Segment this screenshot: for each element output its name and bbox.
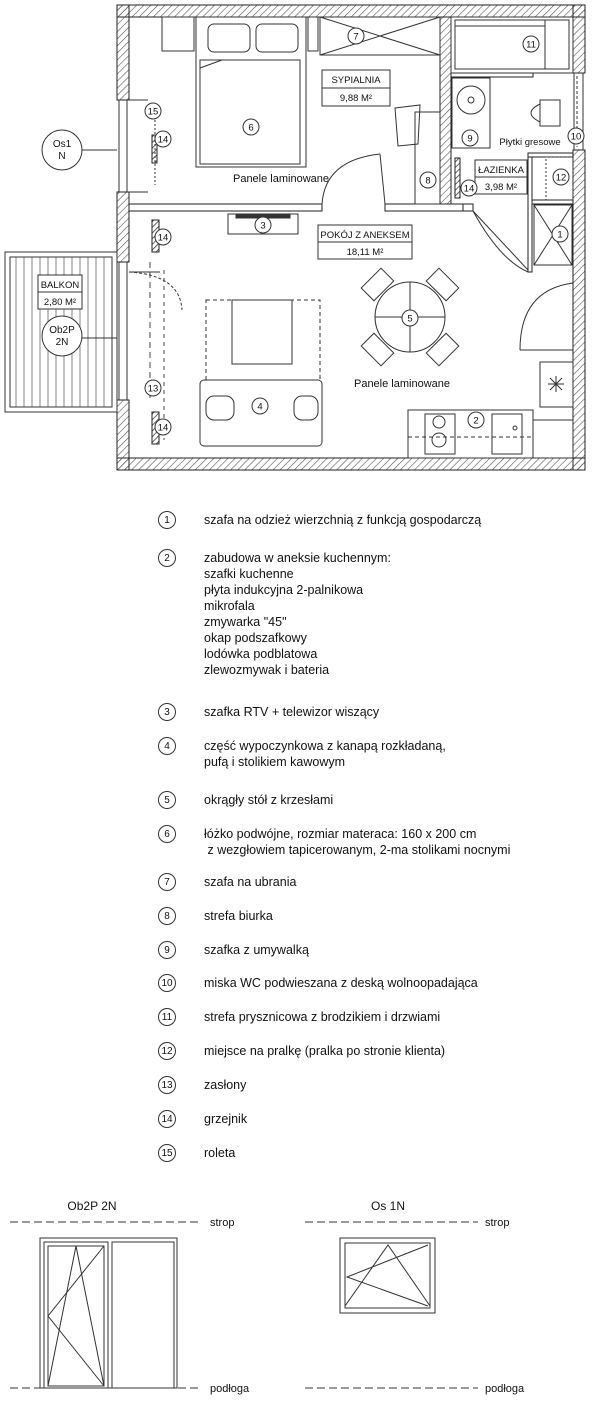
legend-text: miejsce na pralkę (pralka po stronie klienta) — [204, 1044, 446, 1058]
balcony-door — [129, 272, 182, 310]
bedroom-door — [322, 154, 385, 204]
legend-text: strefa biurka — [204, 909, 273, 923]
plan-marker-14 — [155, 131, 171, 147]
svg-text:14: 14 — [157, 422, 169, 434]
shower — [451, 17, 573, 73]
svg-text:5: 5 — [407, 313, 413, 325]
legend-number: 15 — [158, 1144, 176, 1162]
svg-text:14: 14 — [157, 232, 169, 244]
legend-text: zabudowa w aneksie kuchennym: szafki kuchenne płyta indukcyjna 2-palnikowa mikrofala zmywarka "45" okap podszafkowy lodówka podblatowa zlewozmywak i bateria — [204, 551, 391, 677]
svg-text:1: 1 — [557, 229, 563, 241]
elevation-os1-title: Os 1N — [370, 1199, 406, 1213]
plan-marker-11 — [523, 36, 539, 52]
svg-text:3: 3 — [260, 220, 266, 232]
window-tag-os1 — [42, 130, 82, 170]
floor-label-living: Panele laminowane — [353, 378, 451, 390]
elevation-os1 — [305, 1222, 478, 1388]
legend-number: 2 — [158, 549, 176, 567]
plan-marker-1 — [552, 226, 568, 242]
legend-number: 9 — [158, 941, 176, 959]
svg-text:4: 4 — [257, 401, 263, 413]
svg-text:13: 13 — [147, 383, 159, 395]
svg-text:8: 8 — [425, 175, 431, 187]
svg-text:14: 14 — [157, 134, 169, 146]
kitchen-unit — [408, 410, 573, 458]
svg-text:7: 7 — [353, 31, 359, 43]
legend-number: 13 — [158, 1076, 176, 1094]
wc — [531, 100, 560, 126]
legend-text: część wypoczynkowa z kanapą rozkładaną, pufą i stolikiem kawowym — [204, 739, 446, 769]
legend-text: okrągły stół z krzesłami — [204, 793, 334, 807]
elevation-ob2p — [10, 1222, 200, 1388]
window-tag-ob2p — [42, 316, 82, 356]
plan-marker-14 — [155, 229, 171, 245]
svg-text:2N: 2N — [55, 337, 69, 348]
bed — [162, 17, 318, 167]
legend-text: zasłony — [204, 1078, 247, 1092]
legend-number: 8 — [158, 907, 176, 925]
svg-text:BALKON: BALKON — [40, 280, 80, 291]
svg-text:12: 12 — [555, 172, 567, 184]
elevation-ob2p-title: Ob2P 2N — [67, 1199, 117, 1213]
legend-number: 3 — [158, 703, 176, 721]
svg-text:SYPIALNIA: SYPIALNIA — [331, 75, 381, 86]
floor-label-bedroom: Panele laminowane — [232, 173, 330, 185]
desk — [395, 105, 440, 204]
lounge-area — [200, 300, 322, 446]
plan-marker-2 — [468, 412, 484, 428]
plan-marker-3 — [255, 217, 271, 233]
legend-number: 10 — [158, 974, 176, 992]
plan-marker-13 — [145, 380, 161, 396]
legend-text: roleta — [204, 1146, 236, 1160]
svg-text:Ob2P: Ob2P — [49, 325, 75, 336]
svg-text:9,88 M²: 9,88 M² — [339, 93, 373, 104]
utility-cabinet — [540, 362, 573, 407]
legend-number: 11 — [158, 1008, 176, 1026]
svg-text:9: 9 — [467, 133, 473, 145]
legend-number: 6 — [158, 825, 176, 843]
elevation-os1-podloga: podłoga — [485, 1383, 525, 1395]
legend-text: szafka RTV + telewizor wiszący — [204, 705, 380, 719]
legend-text: miska WC podwieszana z deską wolnoopadająca — [204, 976, 478, 990]
svg-text:2: 2 — [473, 415, 479, 427]
svg-text:15: 15 — [147, 106, 159, 118]
plan-marker-14 — [155, 419, 171, 435]
plan-marker-9 — [462, 130, 478, 146]
elevation-os1-strop: strop — [485, 1217, 510, 1229]
svg-text:Os1: Os1 — [52, 139, 72, 150]
legend-number: 1 — [158, 511, 176, 529]
room-label-lazienka — [475, 160, 527, 194]
plan-marker-8 — [420, 172, 436, 188]
floor-label-bathroom: Płytki gresowe — [499, 137, 561, 148]
svg-text:11: 11 — [526, 39, 536, 51]
entrance-door — [520, 283, 573, 350]
legend-number: 14 — [158, 1110, 176, 1128]
plan-marker-10 — [568, 128, 584, 144]
svg-text:ŁAZIENKA: ŁAZIENKA — [478, 165, 524, 176]
plan-marker-6 — [243, 119, 259, 135]
plan-marker-14 — [461, 180, 477, 196]
plan-marker-4 — [252, 398, 268, 414]
legend-text: szafka z umywalką — [204, 943, 309, 957]
elevation-ob2p-strop: strop — [210, 1217, 235, 1229]
legend-number: 5 — [158, 791, 176, 809]
svg-text:3,98 M²: 3,98 M² — [484, 182, 518, 193]
elevation-ob2p-podloga: podłoga — [210, 1383, 250, 1395]
wardrobe-7 — [320, 17, 440, 55]
room-label-balkon — [38, 275, 82, 309]
bathroom-door — [473, 211, 528, 272]
legend-text: grzejnik — [204, 1112, 248, 1126]
plan-marker-5 — [402, 310, 418, 326]
legend-number: 7 — [158, 873, 176, 891]
svg-text:2,80 M²: 2,80 M² — [43, 297, 77, 308]
svg-text:14: 14 — [463, 183, 475, 195]
legend-text: łóżko podwójne, rozmiar materaca: 160 x 200 cm z wezgłowiem tapicerowanym, 2-ma stolikami nocnymi — [204, 827, 511, 857]
svg-text:N: N — [58, 151, 66, 162]
legend-text: strefa prysznicowa z brodzikiem i drzwiami — [204, 1010, 441, 1024]
legend-number: 12 — [158, 1042, 176, 1060]
legend-text: szafa na ubrania — [204, 875, 297, 889]
svg-text:POKÓJ Z ANEKSEM: POKÓJ Z ANEKSEM — [320, 230, 410, 241]
room-label-sypialnia — [322, 70, 390, 106]
plan-marker-7 — [348, 28, 364, 44]
legend-text: szafa na odzież wierzchnią z funkcją gospodarczą — [204, 513, 482, 527]
plan-marker-12 — [553, 169, 569, 185]
svg-text:10: 10 — [570, 131, 582, 143]
legend-number: 4 — [158, 737, 176, 755]
plan-marker-15 — [145, 103, 161, 119]
svg-text:18,11 M²: 18,11 M² — [346, 247, 384, 258]
svg-text:6: 6 — [248, 122, 254, 134]
room-label-pokoj — [318, 225, 412, 259]
